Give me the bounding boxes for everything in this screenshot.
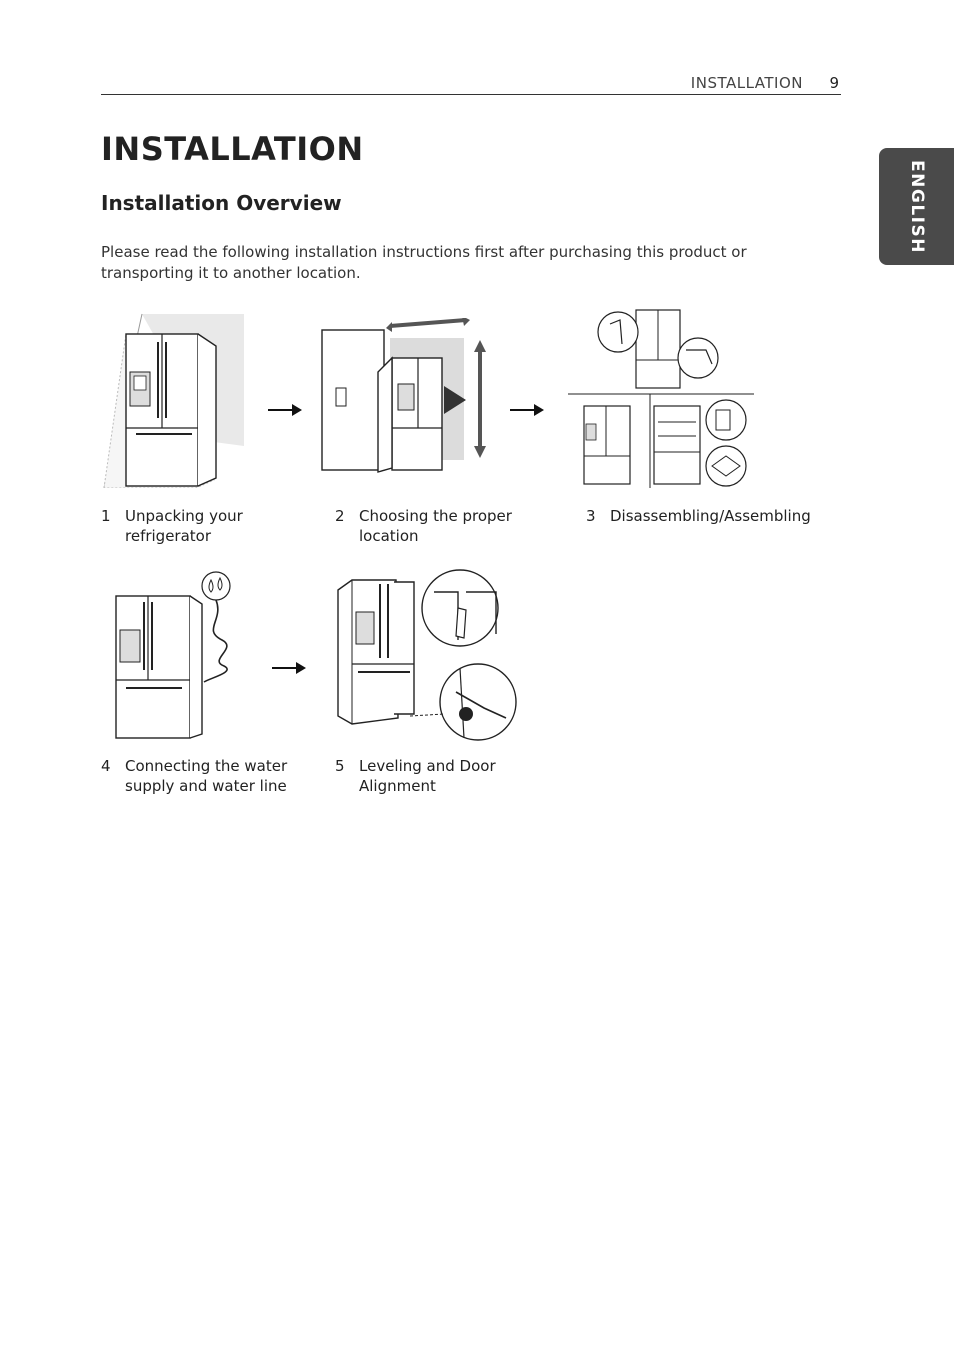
page-number: 9 [829, 74, 839, 92]
step-number: 1 [101, 507, 111, 525]
step-number: 4 [101, 757, 111, 775]
step-number: 5 [335, 757, 345, 775]
arrow-right-icon [510, 402, 546, 418]
section-subtitle: Installation Overview [101, 191, 342, 215]
location-illustration [320, 318, 496, 474]
step-label: Choosing the proper location [359, 507, 512, 545]
unpacking-illustration [102, 312, 252, 488]
language-tab-label: ENGLISH [906, 159, 927, 254]
water-supply-illustration [112, 570, 242, 744]
step-caption-3 [586, 506, 826, 528]
step-number: 2 [335, 507, 345, 525]
step-label: Leveling and Door Alignment [359, 757, 496, 795]
step-caption-5 [335, 756, 555, 798]
step-label: Disassembling/Assembling [610, 507, 811, 525]
disassembling-illustration [566, 306, 756, 490]
page-header [101, 74, 841, 95]
arrow-right-icon [268, 402, 304, 418]
page-title: INSTALLATION [101, 130, 364, 168]
leveling-illustration [334, 568, 520, 744]
step-label: Connecting the water supply and water line [125, 757, 288, 795]
language-tab [879, 148, 954, 265]
intro-paragraph: Please read the following installation instructions first after purchasing this product or transporting it to another location. [101, 243, 747, 282]
arrow-right-icon [272, 660, 308, 676]
step-number: 3 [586, 507, 596, 525]
step-caption-4 [101, 756, 311, 798]
step-caption-2 [335, 506, 555, 548]
step-caption-1 [101, 506, 311, 548]
step-label: Unpacking your refrigerator [125, 507, 243, 545]
header-section: INSTALLATION [690, 74, 803, 92]
